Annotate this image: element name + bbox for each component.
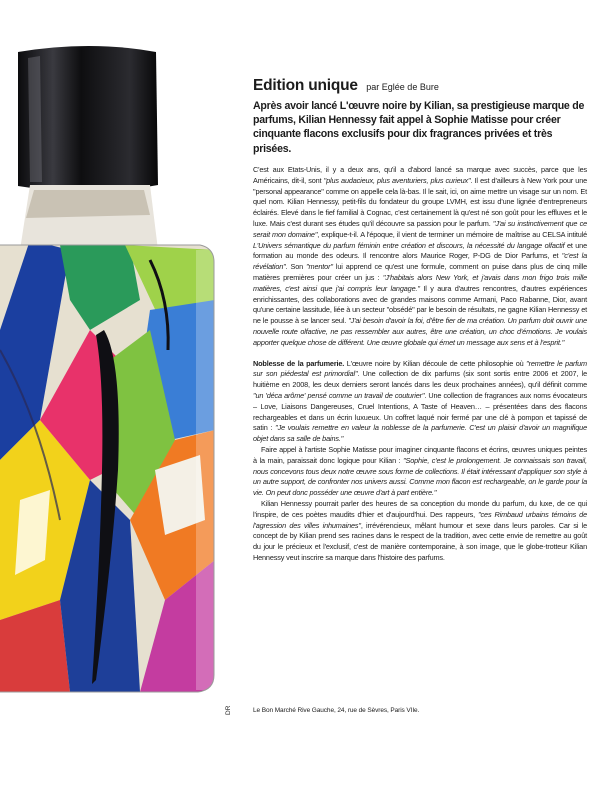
photo-credit: DR xyxy=(225,705,232,715)
text-span: , irrévérencieux, mêlant humour et sexe dans leurs paroles. Car si le concept de by Kilian prend ses racines dans le respect de la tradition, avec cette envie de remettre au goût du jour le précieux et l'exclusif, c'est de manière contemporaine, à son image, que le globe-trotteur Kilian Hennessy veut inscrire sa marque dans l'histoire des parfums. xyxy=(253,520,587,562)
text-span: Il y aura d'autres rencontres, d'autres expériences enrichissantes, des collaborations avec de grandes maisons comme Armani, Paco Rabanne, Dior, avant qu'une certaine lassitude, liée à un secteur "obsédé" par le besoin de résultats, ne gagne Kilian Hennessy et ne le pousse à se lancer seul. xyxy=(253,283,587,326)
text-span: Kilian Hennessy pourrait parler des heures de sa conception du monde du parfum, du luxe, de ce qui l'inspire, de ces poètes maudits d'hier et d'aujourd'hui. Des rappeurs, xyxy=(253,498,587,519)
paragraph-2 xyxy=(253,359,587,445)
text-span: . Une collection de dix parfums (six sont sortis entre 2006 et 2007, le huitième en 2008, les deux derniers seront lancés dans les deux prochaines années), qu'il définit comme xyxy=(253,369,587,390)
text-span: L'œuvre noire by Kilian découle de cette philosophie où xyxy=(344,358,527,368)
article-title: Edition unique xyxy=(253,77,358,94)
quote: "J'ai su instinctivement que ce serait mon domaine" xyxy=(253,218,587,239)
text-span: C'est aux Etats-Unis, il y a deux ans, qu'il a d'abord lancé sa marque avec succès, parce que les Américains, dit-il, sont xyxy=(253,165,587,185)
text-span: et une formation au monde des odeurs. Il rencontre alors Maurice Roger, P-DG de Dior Parfums, et xyxy=(253,240,588,261)
quote: "Je voulais remettre en valeur la noblesse de la parfumerie. C'est un plaisir d'avoir un magnifique objet dans sa salle de bains." xyxy=(253,423,587,444)
quote: "J'ai besoin d'avoir la foi, d'être fier de ma création. Un parfum doit ouvrir une nouvelle route olfactive, ne pas ressembler aux autres, être une création, un choc d'émotions. Je voulais apporter quelque chose de différent. Une œuvre globale qui émet un message aux sens et à l'esprit." xyxy=(253,316,588,347)
quote: "J'habitais alors New York, et j'avais dans mon frigo trois mille matières, c'est ainsi que j'ai compris leur langage." xyxy=(253,272,587,293)
text-span: lui apprend ce qu'est une formule, comment on puise dans plus de cinq mille matières premières pour créer un jus : xyxy=(253,262,588,282)
text-span: . Il est d'ailleurs à New York pour une "personal appearance" comme on appelle cela là-bas. Il le sait, ici, on aime mettre un visage sur un nom. Et quel nom. Kilian Hennessy, petit-fils du fondateur du groupe LVMH, est issu d'une lignée d'entrepreneurs éclairés. Elevé dans le fief familial à Cognac, c'est certainement là qu'est né son goût pour les effluves et le luxe. Mais c'est durant ses études qu'il découvre sa passion pour le parfum. xyxy=(253,175,588,228)
text-span: . Son xyxy=(285,262,307,272)
store-address: Le Bon Marché Rive Gauche, 24, rue de Sèvres, Paris VIIe. xyxy=(253,707,420,714)
paragraph-3 xyxy=(253,445,587,499)
article-body xyxy=(253,165,587,564)
text-span: , explique-t-il. A l'époque, il vient de terminer un mémoire de maîtrise au CELSA intitulé xyxy=(317,229,587,239)
article-byline: par Eglée de Bure xyxy=(366,82,439,92)
quote: "un 'déca arôme' pensé comme un travail de couturier" xyxy=(253,390,425,400)
article-lead: Après avoir lancé L'œuvre noire by Kilian, sa prestigieuse marque de parfums, Kilian Hennessy fait appel à Sophie Matisse pour créer cinquante flacons exclusifs pour dix fragrances privées et très prisées. xyxy=(253,100,585,155)
quote: "ces Rimbaud urbains témoins de l'agression des villes inhumaines" xyxy=(253,509,587,530)
section-heading: Noblesse de la parfumerie. xyxy=(253,358,345,368)
text-span: . Une collection de fragrances aux noms évocateurs – Love, Liaisons Dangereuses, Cruel Intentions, A Taste of Heaven… – présentées dans des flacons rechargeables et dans un écrin luxueux. Un coffret laqué noir fermé par une clé à pompon et tapissé de satin : xyxy=(253,390,587,433)
quote: "c'est la révélation" xyxy=(253,251,587,272)
quote: L'Univers sémantique du parfum féminin entre création et discours, la nécessité du langage olfactif xyxy=(253,240,565,250)
quote: "Sophie, c'est le prolongement. Je connaissais son travail, nous concevons tous deux notre œuvre sous forme de collections. Il était intéressant d'appliquer son style à un autre support, de confronter nos univers aussi. Comme mon flacon est rechargeable, on le garde pour la vie. On peut donc posséder une œuvre d'art à part entière." xyxy=(253,455,588,498)
quote: "plus audacieux, plus aventuriers, plus curieux" xyxy=(323,175,471,185)
painted-perfume-bottle xyxy=(0,0,240,700)
title-line xyxy=(253,77,593,95)
paragraph-1 xyxy=(253,165,587,349)
quote: "remettre le parfum sur son piédestal est primordial" xyxy=(253,358,587,379)
paragraph-4 xyxy=(253,499,587,564)
quote: "mentor" xyxy=(306,262,333,272)
text-span: Faire appel à l'artiste Sophie Matisse pour imaginer cinquante flacons et écrins, œuvres uniques peintes à la main, paraissait donc logique pour Kilian : xyxy=(253,444,587,465)
